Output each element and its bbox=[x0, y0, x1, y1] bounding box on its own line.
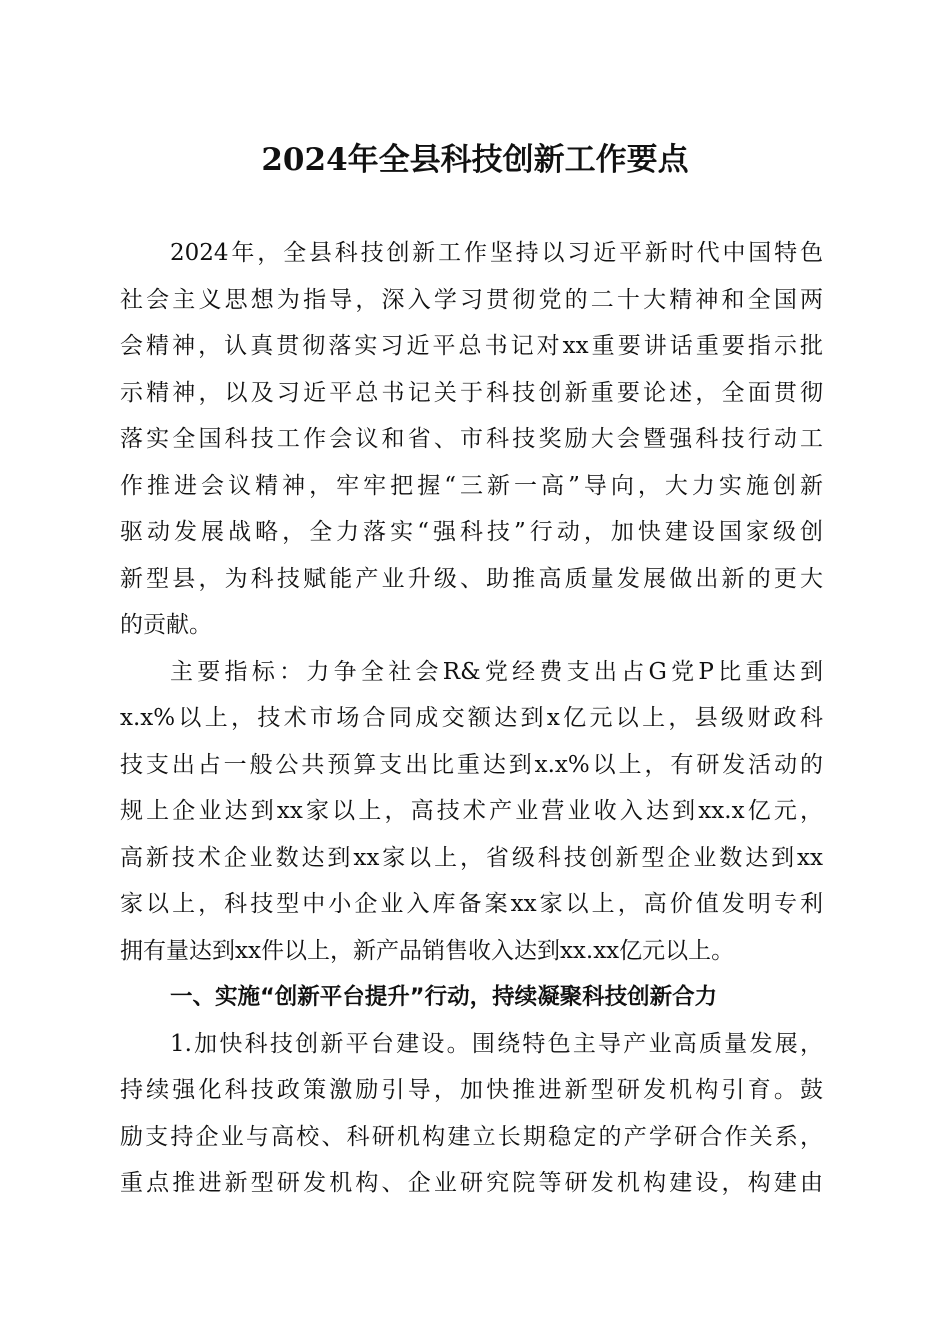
text-line: 驱动发展战略，全力落实“强科技”行动，加快建设国家级创 bbox=[120, 519, 823, 545]
text-line: 持续强化科技政策激励引导，加快推进新型研发机构引育。鼓 bbox=[120, 1077, 823, 1103]
text-line: 新型县，为科技赋能产业升级、助推高质量发展做出新的更大 bbox=[120, 565, 823, 592]
text-line: 示精神，以及习近平总书记关于科技创新重要论述，全面贯彻 bbox=[120, 379, 823, 406]
text-line: 作推进会议精神，牢牢把握“三新一高”导向，大力实施创新 bbox=[120, 472, 823, 499]
indicators-paragraph bbox=[120, 649, 823, 975]
document-title: 2024年全县科技创新工作要点 bbox=[261, 142, 689, 178]
text-line: 技支出占一般公共预算支出比重达到x.x%以上，有研发活动的 bbox=[120, 751, 823, 778]
text-line: 拥有量达到xx件以上，新产品销售收入达到xx.xx亿元以上。 bbox=[120, 937, 735, 964]
text-line: 家以上，科技型中小企业入库备案xx家以上，高价值发明专利 bbox=[120, 891, 823, 917]
text-line: 2024年，全县科技创新工作坚持以习近平新时代中国特色 bbox=[170, 240, 823, 266]
text-line: 落实全国科技工作会议和省、市科技奖励大会暨强科技行动工 bbox=[120, 426, 823, 452]
text-line: 的贡献。 bbox=[120, 612, 212, 638]
text-line: 社会主义思想为指导，深入学习贯彻党的二十大精神和全国两 bbox=[120, 286, 823, 313]
document-body bbox=[120, 230, 823, 1207]
section-heading: 一、实施“创新平台提升”行动，持续凝聚科技创新合力 bbox=[170, 984, 718, 1010]
text-line: 高新技术企业数达到xx家以上，省级科技创新型企业数达到xx bbox=[120, 844, 823, 871]
text-line: 主要指标：力争全社会R&党经费支出占G党P比重达到 bbox=[170, 658, 823, 685]
text-line: 1.加快科技创新平台建设。围绕特色主导产业高质量发展， bbox=[170, 1030, 823, 1057]
text-line: 重点推进新型研发机构、企业研究院等研发机构建设，构建由 bbox=[120, 1170, 823, 1196]
text-line: x.x%以上，技术市场合同成交额达到x亿元以上，县级财政科 bbox=[120, 705, 823, 731]
text-line: 励支持企业与高校、科研机构建立长期稳定的产学研合作关系， bbox=[120, 1123, 823, 1150]
section-paragraph bbox=[120, 1021, 823, 1207]
intro-paragraph bbox=[120, 230, 823, 649]
text-line: 规上企业达到xx家以上，高技术产业营业收入达到xx.x亿元， bbox=[120, 798, 823, 824]
text-line: 会精神，认真贯彻落实习近平总书记对xx重要讲话重要指示批 bbox=[120, 333, 823, 359]
